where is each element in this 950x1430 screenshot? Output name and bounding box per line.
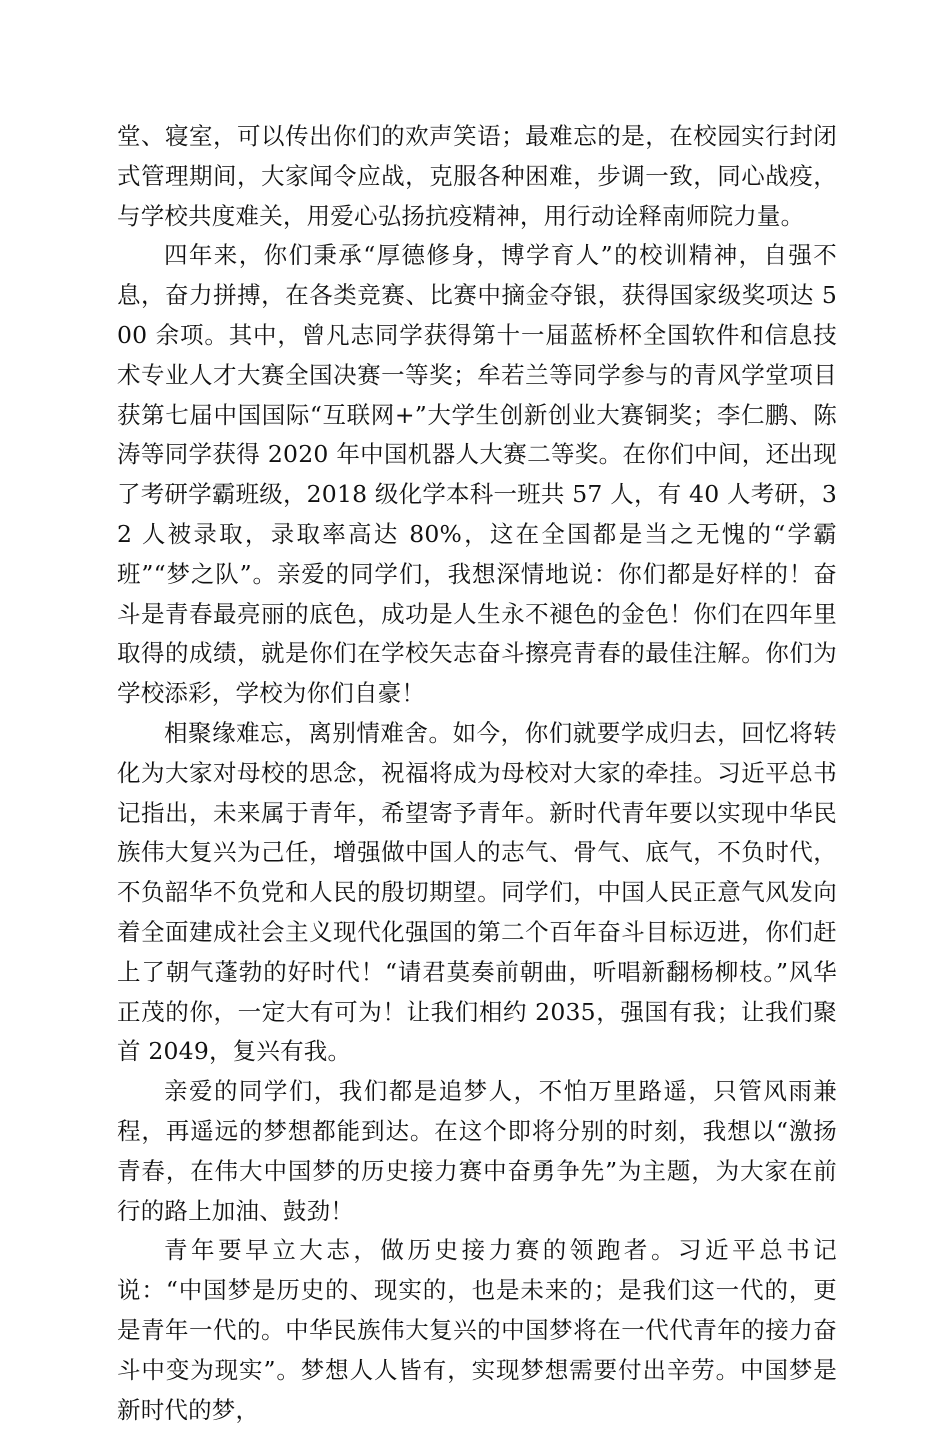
document-body: [117, 117, 837, 1430]
paragraph-1: 堂、寝室，可以传出你们的欢声笑语；最难忘的是，在校园实行封闭式管理期间，大家闻令应战，克服各种困难，步调一致，同心战疫，与学校共度难关，用爱心弘扬抗疫精神，用行动诠释南师院力量。: [117, 122, 837, 230]
paragraph-5: 青年要早立大志，做历史接力赛的领跑者。习近平总书记说：“中国梦是历史的、现实的，也是未来的；是我们这一代的，更是青年一代的。中华民族伟大复兴的中国梦将在一代代青年的接力奋斗中变为现实”。梦想人人皆有，实现梦想需要付出辛劳。中国梦是新时代的梦，: [117, 1236, 837, 1424]
paragraph-3: 相聚缘难忘，离别情难舍。如今，你们就要学成归去，回忆将转化为大家对母校的思念，祝福将成为母校对大家的牵挂。习近平总书记指出，未来属于青年，希望寄予青年。新时代青年要以实现中华民族伟大复兴为己任，增强做中国人的志气、骨气、底气，不负时代，不负韶华不负党和人民的殷切期望。同学们，中国人民正意气风发向着全面建成社会主义现代化强国的第二个百年奋斗目标迈进，你们赶上了朝气蓬勃的好时代！“请君莫奏前朝曲，听唱新翻杨柳枝。”风华正茂的你，一定大有可为！让我们相约 2035，强国有我；让我们聚首 2049，复兴有我。: [117, 718, 837, 1066]
paragraph-4: 亲爱的同学们，我们都是追梦人，不怕万里路遥，只管风雨兼程，再遥远的梦想都能到达。在这个即将分别的时刻，我想以“激扬青春，在伟大中国梦的历史接力赛中奋勇争先”为主题，为大家在前行的路上加油、鼓劲！: [117, 1077, 837, 1225]
paragraph-2: 四年来，你们秉承“厚德修身，博学育人”的校训精神，自强不息，奋力拼搏，在各类竞赛、比赛中摘金夺银，获得国家级奖项达 500 余项。其中，曾凡志同学获得第十一届蓝桥杯全国软件和信息技术专业人才大赛全国决赛一等奖；牟若兰等同学参与的青风学堂项目获第七届中国国际“互联网+”大学生创新创业大赛铜奖；李仁鹏、陈涛等同学获得 2020 年中国机器人大赛二等奖。在你们中间，还出现了考研学霸班级，2018 级化学本科一班共 57 人，有 40 人考研，32 人被录取，录取率高达 80%，这在全国都是当之无愧的“学霸班”“梦之队”。亲爱的同学们，我想深情地说：你们都是好样的！奋斗是青春最亮丽的底色，成功是人生永不褪色的金色！你们在四年里取得的成绩，就是你们在学校矢志奋斗擦亮青春的最佳注解。你们为学校添彩，学校为你们自豪！: [117, 241, 837, 708]
